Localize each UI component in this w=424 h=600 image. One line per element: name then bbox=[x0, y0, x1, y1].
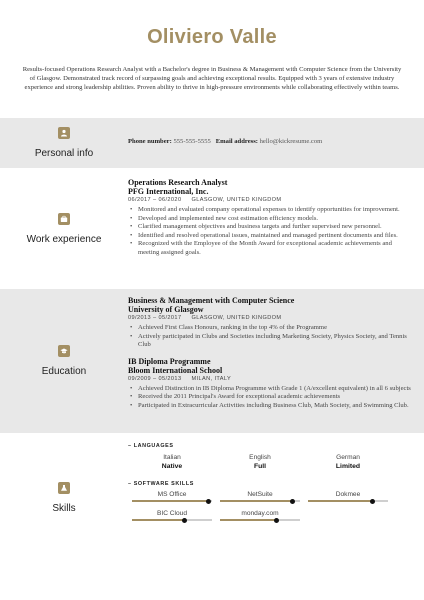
school-name: University of Glasgow bbox=[128, 305, 204, 314]
skill-bar-fill bbox=[132, 500, 208, 502]
skill-bar bbox=[220, 519, 300, 521]
degree-title: IB Diploma Programme bbox=[128, 356, 211, 366]
language-name: English bbox=[249, 454, 271, 461]
education-section bbox=[0, 289, 424, 433]
software-name: monday.com bbox=[241, 510, 279, 517]
job-dates: 06/2017 – 06/2020 bbox=[128, 197, 182, 203]
job-bullet: • Monitored and evaluated company operational expenses to identify opportunities for improvement. bbox=[128, 206, 412, 215]
software-name: BIC Cloud bbox=[156, 510, 188, 517]
skill-bar bbox=[132, 500, 212, 502]
language-level: Native bbox=[161, 463, 183, 470]
education-location: GLASGOW, UNITED KINGDOM bbox=[191, 315, 282, 321]
language-item bbox=[216, 453, 304, 471]
software-list bbox=[128, 490, 412, 528]
education-entry bbox=[128, 296, 412, 350]
job-bullet: • Identified and resolved operational issues, maintained and managed pertinent documents and files. bbox=[128, 232, 412, 241]
education-bullet: • Achieved First Class Honours, ranking in the top 4% of the Programme bbox=[128, 324, 412, 333]
summary: Results-focused Operations Research Analyst with a Bachelor's degree in Business & Management with Computer Science from the University of Glasgow. Demonstrated track record of surpassing goals and achieving exceptional results. Equipped with 3 years of extensive industry experience and strong leadership abilities. Proven ability to thrive in high-pressure environments while collaborating effectively within teams. bbox=[22, 66, 402, 91]
software-item bbox=[128, 490, 216, 502]
education-entry bbox=[128, 357, 412, 411]
education-bullet: • Actively participated in Clubs and Societies including Marketing Society, Physics Society, and Tennis Club bbox=[128, 333, 412, 350]
education-bullet: • Received the 2011 Principal's Award for exceptional academic achievements bbox=[128, 393, 412, 402]
skill-bar-fill bbox=[132, 519, 184, 521]
job-bullet: • Developed and implemented new cost estimation efficiency models. bbox=[128, 215, 412, 224]
job-entry bbox=[128, 178, 412, 258]
skills-section bbox=[0, 433, 424, 563]
section-title-skills: Skills bbox=[52, 503, 76, 514]
education-dates: 09/2009 – 05/2013 bbox=[128, 375, 182, 382]
skill-bar bbox=[308, 500, 388, 502]
email-value: hello@kickresume.com bbox=[259, 138, 323, 145]
phone-label: Phone number: bbox=[128, 138, 172, 145]
job-company: PFG International, Inc. bbox=[128, 187, 209, 196]
language-level: Full bbox=[253, 463, 267, 470]
job-meta bbox=[128, 196, 412, 205]
job-bullet: • Clarified management objectives and business targets and further supervised new personnel. bbox=[128, 223, 412, 232]
education-dates: 09/2013 – 05/2017 bbox=[128, 315, 182, 321]
skill-bar-dot bbox=[274, 518, 279, 523]
education-bullets bbox=[128, 324, 412, 350]
degree-title: Business & Management with Computer Science bbox=[128, 296, 295, 305]
software-heading: – SOFTWARE SKILLS bbox=[128, 481, 194, 487]
briefcase-icon bbox=[58, 213, 70, 225]
language-item bbox=[304, 453, 392, 471]
phone-value: 555-555-5555 bbox=[173, 138, 211, 145]
software-name: MS Office bbox=[157, 491, 187, 498]
skill-bar-dot bbox=[290, 499, 295, 504]
school-name: Bloom International School bbox=[128, 365, 223, 375]
job-bullet: • Recognized with the Employee of the Month Award for exceptional academic achievements and meeting assigned goals. bbox=[128, 240, 412, 257]
job-title: Operations Research Analyst bbox=[128, 178, 228, 187]
software-item bbox=[128, 509, 216, 521]
flask-icon bbox=[58, 482, 70, 494]
software-name: NetSuite bbox=[247, 491, 273, 498]
personal-info-section bbox=[0, 118, 424, 168]
skill-bar bbox=[132, 519, 212, 521]
section-title-education: Education bbox=[41, 366, 87, 377]
software-name: Dokmee bbox=[335, 491, 361, 498]
education-location: MILAN, ITALY bbox=[191, 375, 232, 382]
language-name: Italian bbox=[163, 454, 181, 461]
skill-bar-fill bbox=[220, 519, 276, 521]
person-icon bbox=[58, 127, 70, 139]
skill-bar-fill bbox=[220, 500, 292, 502]
language-level: Limited bbox=[335, 463, 361, 470]
email-label: Email address: bbox=[215, 138, 258, 145]
languages-heading: – LANGUAGES bbox=[128, 443, 174, 449]
education-bullet: • Participated in Extracurricular Activities including Business Club, Math Society, and Swimming Club. bbox=[128, 402, 412, 411]
skill-bar bbox=[220, 500, 300, 502]
graduation-cap-icon bbox=[58, 345, 70, 357]
software-item bbox=[216, 509, 304, 521]
languages-list bbox=[128, 453, 412, 471]
skill-bar-fill bbox=[308, 500, 372, 502]
education-meta bbox=[128, 375, 412, 384]
skill-bar-dot bbox=[206, 499, 211, 504]
contact-line bbox=[128, 138, 412, 145]
skill-bar-dot bbox=[370, 499, 375, 504]
section-title-personal: Personal info bbox=[34, 148, 94, 159]
work-experience-section bbox=[0, 168, 424, 289]
skill-bar-dot bbox=[182, 518, 187, 523]
education-bullets bbox=[128, 385, 412, 411]
education-meta bbox=[128, 314, 412, 323]
software-item bbox=[216, 490, 304, 502]
language-name: German bbox=[336, 454, 360, 461]
job-location: GLASGOW, UNITED KINGDOM bbox=[191, 197, 282, 203]
job-bullets bbox=[128, 206, 412, 258]
software-item bbox=[304, 490, 392, 502]
education-bullet: • Achieved Distinction in IB Diploma Programme with Grade 1 (A/excellent equivalent) in all 6 subjects bbox=[128, 385, 412, 394]
candidate-name: Oliviero Valle bbox=[147, 26, 277, 48]
language-item bbox=[128, 453, 216, 471]
section-title-experience: Work experience bbox=[26, 233, 102, 245]
